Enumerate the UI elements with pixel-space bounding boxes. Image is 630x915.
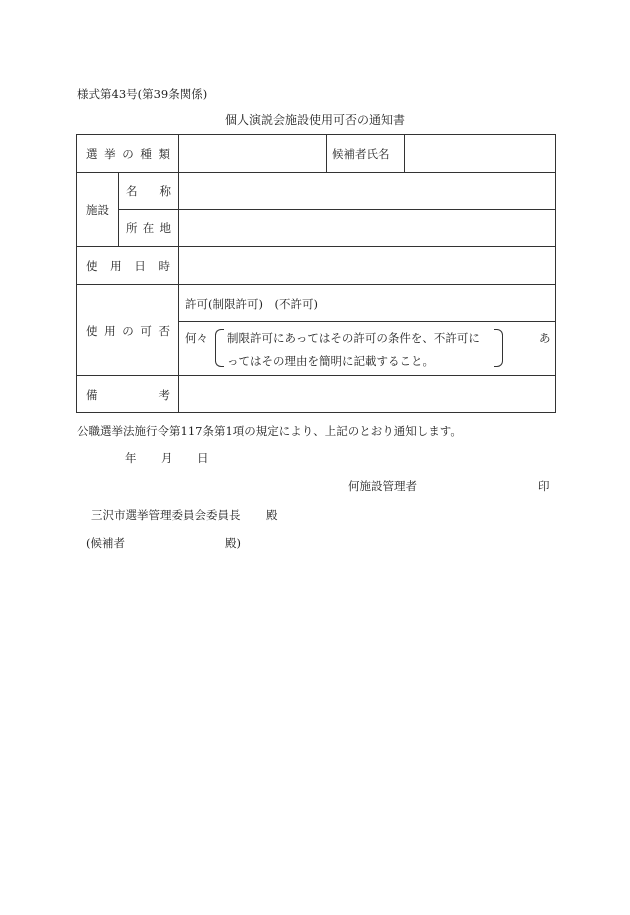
permission-options: 許可(制限許可) (不許可) <box>185 297 318 311</box>
left-bracket <box>215 329 224 367</box>
legal-statement: 公職選挙法施行令第117条第1項の規定により、上記のとおり通知します。 <box>77 424 462 438</box>
row-divider <box>178 321 555 322</box>
right-bracket <box>494 329 503 367</box>
facility-label: 施設 <box>86 203 109 217</box>
note-trailing: あ <box>539 331 551 345</box>
row-divider <box>77 246 555 247</box>
remarks-label: 備 考 <box>86 388 170 402</box>
row-divider <box>118 209 555 210</box>
row-divider <box>77 375 555 376</box>
row-divider <box>77 284 555 285</box>
column-divider <box>404 135 405 172</box>
addressee: 三沢市選挙管理委員会委員長 <box>91 508 241 522</box>
date-year: 年 <box>125 451 137 465</box>
note-line-1: 制限許可にあってはその許可の条件を、不許可に <box>227 331 480 345</box>
use-permission-label: 使 用 の 可 否 <box>86 324 170 338</box>
name-label: 名 称 <box>126 184 171 198</box>
candidate-name-label: 候補者氏名 <box>332 147 390 161</box>
note-line-2: ってはその理由を簡明に記載すること。 <box>227 354 434 368</box>
row-divider <box>77 172 555 173</box>
candidate-cc-open: (候補者 <box>86 536 125 550</box>
column-divider <box>178 135 179 412</box>
form-number: 様式第43号(第39条関係) <box>77 87 208 101</box>
seal-mark: 印 <box>538 479 550 493</box>
nanigashi-text: 何々 <box>185 331 208 345</box>
use-datetime-label: 使 用 日 時 <box>86 259 170 273</box>
facility-manager: 何施設管理者 <box>348 479 417 493</box>
election-type-label: 選 挙 の 種 類 <box>86 147 170 161</box>
notice-table <box>76 134 556 413</box>
document-title: 個人演説会施設使用可否の通知書 <box>224 113 405 127</box>
column-divider <box>326 135 327 172</box>
column-divider <box>118 172 119 246</box>
candidate-cc-close: 殿) <box>225 536 241 550</box>
date-month: 月 <box>161 451 173 465</box>
addressee-honorific: 殿 <box>266 508 278 522</box>
address-label: 所 在 地 <box>126 221 171 235</box>
date-day: 日 <box>197 451 209 465</box>
